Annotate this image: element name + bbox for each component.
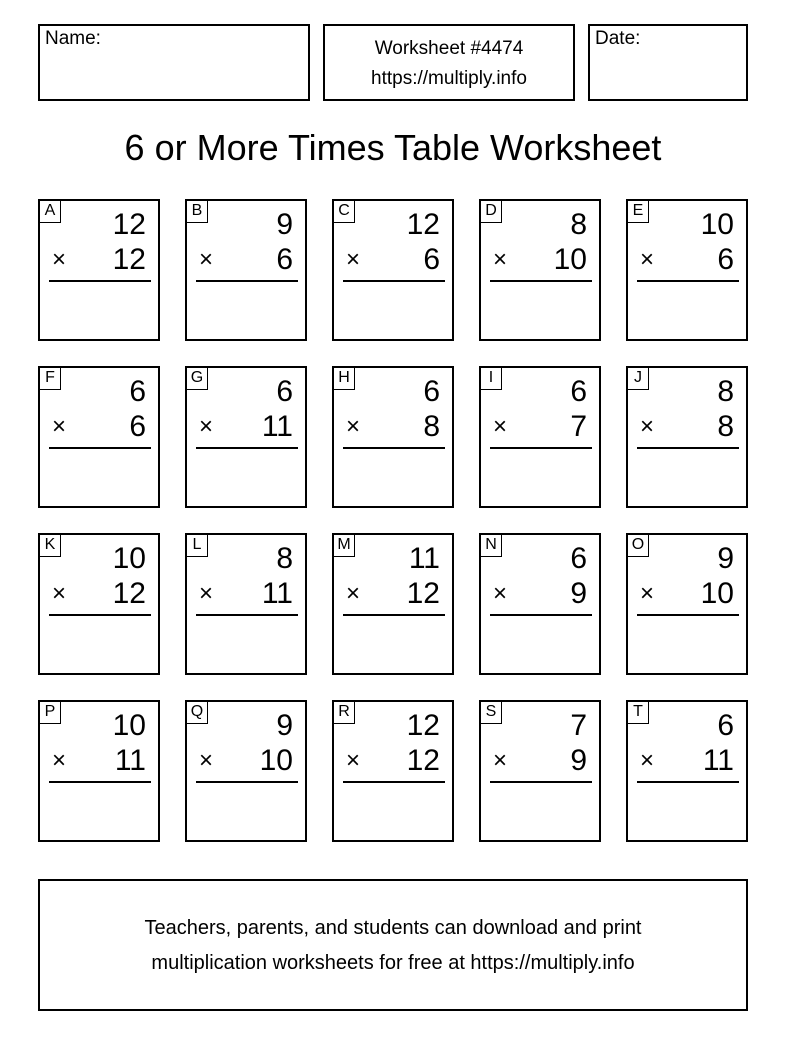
- multiply-sign: ×: [640, 413, 655, 440]
- problem-multiplicand: 7: [570, 709, 587, 742]
- problem-multiplier: 12: [112, 577, 146, 610]
- answer-line: [196, 447, 298, 449]
- footer-note: [38, 879, 748, 1011]
- problem-letter: N: [481, 535, 502, 557]
- multiply-sign: ×: [640, 580, 655, 607]
- problem-letter: O: [628, 535, 649, 557]
- answer-line: [637, 280, 739, 282]
- problem-multiplier: 8: [423, 410, 440, 443]
- problem-multiplicand: 6: [423, 375, 440, 408]
- problem-card: [479, 533, 601, 675]
- multiply-sign: ×: [640, 747, 655, 774]
- problem-multiplicand: 10: [700, 208, 734, 241]
- multiply-sign: ×: [199, 580, 214, 607]
- date-label: Date:: [595, 28, 641, 49]
- answer-line: [637, 447, 739, 449]
- problem-card: [185, 700, 307, 842]
- answer-line: [490, 781, 592, 783]
- answer-line: [49, 614, 151, 616]
- problem-card: [332, 199, 454, 341]
- multiply-sign: ×: [52, 246, 67, 273]
- problem-card: [479, 366, 601, 508]
- answer-line: [490, 614, 592, 616]
- problem-multiplicand: 9: [276, 208, 293, 241]
- problem-card: [332, 700, 454, 842]
- problem-multiplier: 11: [702, 744, 734, 777]
- problem-multiplier: 9: [570, 577, 587, 610]
- problem-letter: A: [40, 201, 61, 223]
- problem-card: [332, 533, 454, 675]
- problem-multiplier: 12: [406, 577, 440, 610]
- problem-letter: M: [334, 535, 355, 557]
- problem-card: [185, 533, 307, 675]
- answer-line: [196, 781, 298, 783]
- problem-card: [332, 366, 454, 508]
- multiply-sign: ×: [493, 246, 508, 273]
- problem-letter: D: [481, 201, 502, 223]
- problem-letter: E: [628, 201, 649, 223]
- problem-multiplier: 6: [717, 243, 734, 276]
- problem-multiplier: 11: [114, 744, 146, 777]
- problem-letter: B: [187, 201, 208, 223]
- name-label: Name:: [45, 28, 101, 49]
- problem-card: [38, 533, 160, 675]
- problem-multiplicand: 6: [717, 709, 734, 742]
- answer-line: [343, 280, 445, 282]
- problem-multiplicand: 8: [717, 375, 734, 408]
- problem-card: [38, 700, 160, 842]
- problem-letter: H: [334, 368, 355, 390]
- answer-line: [49, 447, 151, 449]
- problem-letter: R: [334, 702, 355, 724]
- problem-multiplicand: 9: [717, 542, 734, 575]
- problem-multiplier: 11: [261, 577, 293, 610]
- worksheet-info-box: [323, 24, 575, 101]
- problem-multiplier: 10: [700, 577, 734, 610]
- problem-multiplicand: 12: [406, 208, 440, 241]
- problem-card: [626, 199, 748, 341]
- multiply-sign: ×: [52, 747, 67, 774]
- footer-line-1: Teachers, parents, and students can download and print: [144, 917, 642, 939]
- problem-multiplicand: 8: [276, 542, 293, 575]
- name-field[interactable]: [38, 24, 310, 101]
- problem-multiplicand: 12: [112, 208, 146, 241]
- multiply-sign: ×: [493, 747, 508, 774]
- footer-line-2: multiplication worksheets for free at https://multiply.info: [151, 952, 635, 974]
- worksheet-number: Worksheet #4474: [374, 38, 524, 59]
- problem-multiplier: 12: [406, 744, 440, 777]
- problem-multiplier: 12: [112, 243, 146, 276]
- problem-letter: P: [40, 702, 61, 724]
- problem-multiplicand: 9: [276, 709, 293, 742]
- problem-letter: I: [481, 368, 502, 390]
- answer-line: [343, 781, 445, 783]
- problem-letter: J: [628, 368, 649, 390]
- multiply-sign: ×: [346, 246, 361, 273]
- problem-card: [479, 199, 601, 341]
- answer-line: [490, 280, 592, 282]
- problem-letter: G: [187, 368, 208, 390]
- problem-card: [626, 366, 748, 508]
- multiply-sign: ×: [52, 580, 67, 607]
- problem-letter: T: [628, 702, 649, 724]
- problem-multiplicand: 11: [408, 542, 440, 575]
- date-field[interactable]: [588, 24, 748, 101]
- problem-multiplier: 9: [570, 744, 587, 777]
- answer-line: [343, 614, 445, 616]
- problem-card: [626, 700, 748, 842]
- problem-multiplicand: 10: [112, 542, 146, 575]
- problem-multiplier: 10: [553, 243, 587, 276]
- problem-letter: C: [334, 201, 355, 223]
- answer-line: [490, 447, 592, 449]
- problem-multiplicand: 8: [570, 208, 587, 241]
- problem-multiplier: 11: [261, 410, 293, 443]
- problem-multiplicand: 10: [112, 709, 146, 742]
- problem-letter: Q: [187, 702, 208, 724]
- problem-card: [185, 366, 307, 508]
- multiply-sign: ×: [199, 246, 214, 273]
- multiply-sign: ×: [346, 580, 361, 607]
- problem-multiplier: 10: [259, 744, 293, 777]
- problem-card: [38, 199, 160, 341]
- multiply-sign: ×: [346, 747, 361, 774]
- problem-multiplier: 6: [276, 243, 293, 276]
- multiply-sign: ×: [493, 413, 508, 440]
- answer-line: [49, 781, 151, 783]
- multiply-sign: ×: [199, 413, 214, 440]
- multiply-sign: ×: [346, 413, 361, 440]
- problem-grid: [38, 199, 748, 842]
- answer-line: [637, 614, 739, 616]
- problem-multiplier: 7: [570, 410, 587, 443]
- problem-multiplicand: 6: [129, 375, 146, 408]
- problem-letter: K: [40, 535, 61, 557]
- problem-multiplicand: 6: [276, 375, 293, 408]
- worksheet-url: https://multiply.info: [371, 68, 527, 89]
- problem-card: [479, 700, 601, 842]
- problem-card: [38, 366, 160, 508]
- multiply-sign: ×: [640, 246, 655, 273]
- answer-line: [637, 781, 739, 783]
- problem-card: [185, 199, 307, 341]
- answer-line: [49, 280, 151, 282]
- multiply-sign: ×: [493, 580, 508, 607]
- problem-multiplicand: 6: [570, 375, 587, 408]
- answer-line: [343, 447, 445, 449]
- answer-line: [196, 614, 298, 616]
- problem-multiplicand: 6: [570, 542, 587, 575]
- answer-line: [196, 280, 298, 282]
- problem-letter: F: [40, 368, 61, 390]
- problem-card: [626, 533, 748, 675]
- problem-letter: S: [481, 702, 502, 724]
- page-title: 6 or More Times Table Worksheet: [124, 127, 662, 168]
- problem-multiplier: 6: [423, 243, 440, 276]
- multiply-sign: ×: [52, 413, 67, 440]
- problem-multiplier: 8: [717, 410, 734, 443]
- problem-multiplier: 6: [129, 410, 146, 443]
- problem-multiplicand: 12: [406, 709, 440, 742]
- multiply-sign: ×: [199, 747, 214, 774]
- problem-letter: L: [187, 535, 208, 557]
